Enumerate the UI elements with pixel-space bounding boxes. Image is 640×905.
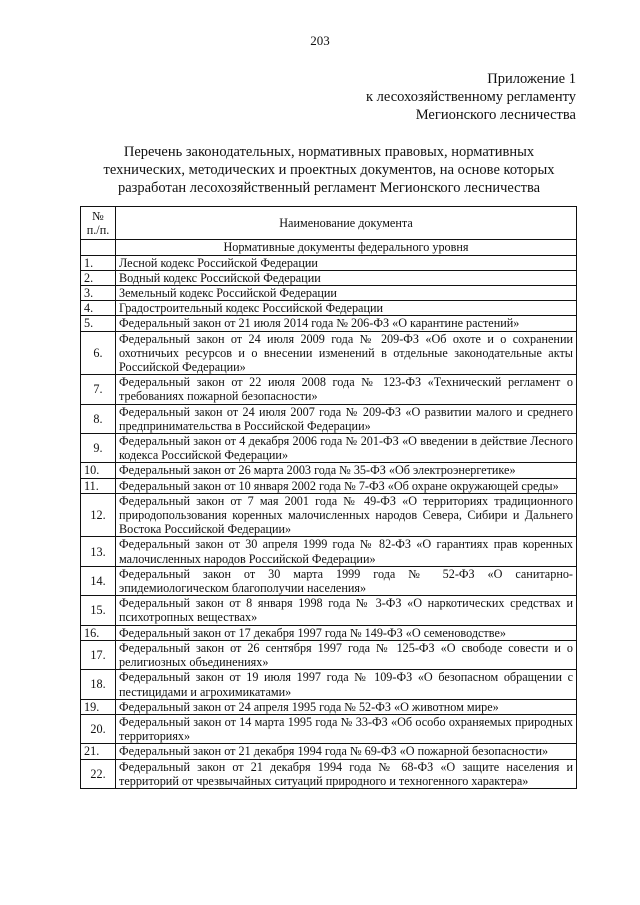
table-row <box>81 463 577 478</box>
row-document-name: Федеральный закон от 17 декабря 1997 года № 149-ФЗ «О семеноводстве» <box>116 625 577 640</box>
section-row <box>81 240 577 255</box>
table-row <box>81 286 577 301</box>
table-row <box>81 759 577 788</box>
row-document-name: Федеральный закон от 10 января 2002 года № 7-ФЗ «Об охране окружающей среды» <box>116 478 577 493</box>
row-number: 1. <box>81 255 116 270</box>
title-line-1: Перечень законодательных, нормативных правовых, нормативных <box>123 144 535 160</box>
row-number: 19. <box>81 699 116 714</box>
title-line-2: технических, методических и проектных документов, на основе которых <box>103 162 555 178</box>
appendix-note <box>366 70 576 124</box>
table-row <box>81 640 577 669</box>
row-number: 10. <box>81 463 116 478</box>
table-row <box>81 255 577 270</box>
table-row <box>81 301 577 316</box>
row-number: 17. <box>81 640 116 669</box>
section-empty-cell <box>81 240 116 255</box>
appendix-line-3: Мегионского лесничества <box>415 107 576 123</box>
table-row <box>81 493 577 537</box>
row-number: 3. <box>81 286 116 301</box>
row-number: 18. <box>81 670 116 699</box>
row-number: 22. <box>81 759 116 788</box>
row-number: 2. <box>81 270 116 285</box>
header-document-name: Наименование документа <box>116 207 577 240</box>
row-number: 14. <box>81 566 116 595</box>
table-header-row <box>81 207 577 240</box>
row-document-name: Федеральный закон от 4 декабря 2006 года № 201-ФЗ «О введении в действие Лесного кодекса Российской Федерации» <box>116 434 577 463</box>
table-row <box>81 331 577 375</box>
table-row <box>81 625 577 640</box>
row-document-name: Лесной кодекс Российской Федерации <box>116 255 577 270</box>
header-number-line-1: № <box>92 209 104 223</box>
table-row <box>81 537 577 566</box>
appendix-line-2: к лесохозяйственному регламенту <box>366 89 576 105</box>
page-number: 203 <box>310 33 330 48</box>
row-document-name: Федеральный закон от 19 июля 1997 года № 109-ФЗ «О безопасном обращении с пестицидами и агрохимикатами» <box>116 670 577 699</box>
row-document-name: Федеральный закон от 26 сентября 1997 года № 125-ФЗ «О свободе совести и о религиозных объединениях» <box>116 640 577 669</box>
row-number: 8. <box>81 404 116 433</box>
row-number: 12. <box>81 493 116 537</box>
row-number: 6. <box>81 331 116 375</box>
table-row <box>81 699 577 714</box>
row-number: 5. <box>81 316 116 331</box>
table-row <box>81 434 577 463</box>
row-document-name: Федеральный закон от 21 июля 2014 года № 206-ФЗ «О карантине растений» <box>116 316 577 331</box>
row-document-name: Федеральный закон от 14 марта 1995 года № 33-ФЗ «Об особо охраняемых природных территориях» <box>116 714 577 743</box>
row-document-name: Федеральный закон от 26 марта 2003 года № 35-ФЗ «Об электроэнергетике» <box>116 463 577 478</box>
table-row <box>81 375 577 404</box>
row-document-name: Федеральный закон от 30 апреля 1999 года № 82-ФЗ «О гарантиях прав коренных малочисленных народов Российской Федерации» <box>116 537 577 566</box>
header-number <box>81 207 116 240</box>
row-document-name: Федеральный закон от 24 апреля 1995 года № 52-ФЗ «О животном мире» <box>116 699 577 714</box>
row-document-name: Федеральный закон от 30 марта 1999 года № 52-ФЗ «О санитарно-эпидемиологическом благополучии населения» <box>116 566 577 595</box>
documents-table <box>80 206 577 789</box>
header-number-line-2: п./п. <box>86 223 110 238</box>
row-number: 15. <box>81 596 116 625</box>
row-document-name: Федеральный закон от 21 декабря 1994 года № 68-ФЗ «О защите населения и территорий от чрезвычайных ситуаций природного и техногенного характера» <box>116 759 577 788</box>
row-number: 21. <box>81 744 116 759</box>
row-number: 13. <box>81 537 116 566</box>
row-document-name: Федеральный закон от 24 июля 2009 года № 209-ФЗ «Об охоте и о сохранении охотничьих ресурсов и о внесении изменений в отдельные законодательные акты Российской Федерации» <box>116 331 577 375</box>
row-number: 16. <box>81 625 116 640</box>
row-document-name: Федеральный закон от 7 мая 2001 года № 49-ФЗ «О территориях традиционного природопользования коренных малочисленных народов Севера, Сибири и Дальнего Востока Российской Федерации» <box>116 493 577 537</box>
row-number: 20. <box>81 714 116 743</box>
row-number: 4. <box>81 301 116 316</box>
row-document-name: Федеральный закон от 21 декабря 1994 года № 69-ФЗ «О пожарной безопасности» <box>116 744 577 759</box>
row-number: 7. <box>81 375 116 404</box>
appendix-line-1: Приложение 1 <box>487 71 576 87</box>
table-row <box>81 744 577 759</box>
title-line-3: разработан лесохозяйственный регламент Мегионского лесничества <box>117 180 541 196</box>
table-row <box>81 670 577 699</box>
row-number: 9. <box>81 434 116 463</box>
document-title <box>64 143 594 197</box>
row-document-name: Земельный кодекс Российской Федерации <box>116 286 577 301</box>
row-number: 11. <box>81 478 116 493</box>
table-row <box>81 404 577 433</box>
table-row <box>81 316 577 331</box>
row-document-name: Федеральный закон от 22 июля 2008 года № 123-ФЗ «Технический регламент о требованиях пожарной безопасности» <box>116 375 577 404</box>
row-document-name: Градостроительный кодекс Российской Федерации <box>116 301 577 316</box>
section-title: Нормативные документы федерального уровня <box>116 240 577 255</box>
table-row <box>81 478 577 493</box>
row-document-name: Водный кодекс Российской Федерации <box>116 270 577 285</box>
table-row <box>81 596 577 625</box>
table-row <box>81 566 577 595</box>
table-row <box>81 714 577 743</box>
row-document-name: Федеральный закон от 24 июля 2007 года № 209-ФЗ «О развитии малого и среднего предпринимательства в Российской Федерации» <box>116 404 577 433</box>
row-document-name: Федеральный закон от 8 января 1998 года № 3-ФЗ «О наркотических средствах и психотропных веществах» <box>116 596 577 625</box>
table-row <box>81 270 577 285</box>
